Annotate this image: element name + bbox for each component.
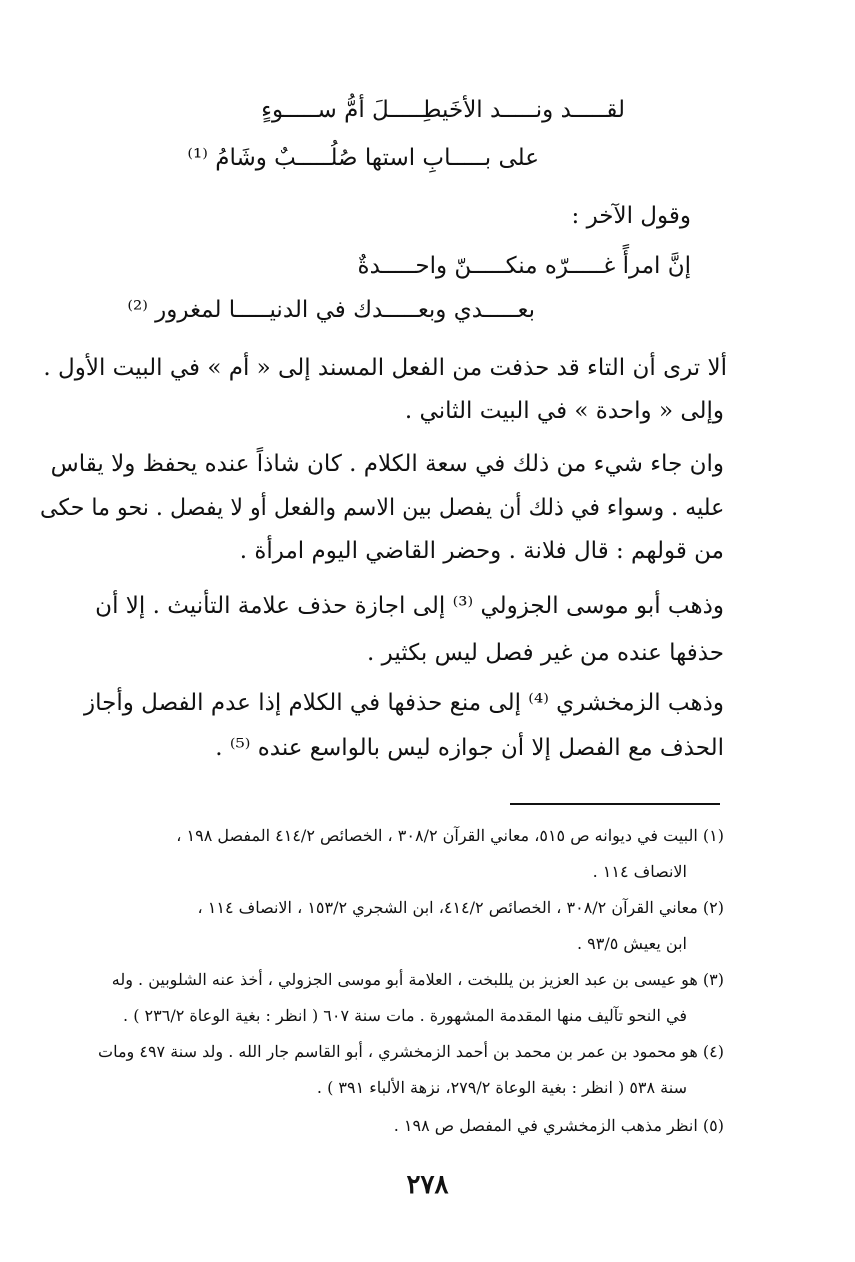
paragraph-2-line-2: عليه . وسواء في ذلك أن يفصل بين الاسم والفعل أو لا يفصل . نحو ما حكى	[39, 495, 724, 521]
paragraph-1-line-2: وإلى « واحدة » في البيت الثاني .	[404, 398, 724, 424]
footnote-2-line-2: ابن يعيش ٩٣/٥ .	[577, 934, 687, 953]
footnote-1-line-2: الانصاف ١١٤ .	[592, 862, 687, 881]
footnote-separator	[510, 803, 720, 805]
footnote-4-line-2: سنة ٥٣٨ ( انظر : بغية الوعاة ٢٧٩/٢، نزهة الألباء ٣٩١ ) .	[316, 1078, 687, 1097]
paragraph-1-line-1: ألا ترى أن التاء قد حذفت من الفعل المسند إلى « أم » في البيت الأول .	[43, 355, 727, 381]
footnote-3-line-1: (٣) هو عيسى بن عبد العزيز بن يللبخت ، العلامة أبو موسى الجزولي ، أخذ عنه الشلوبين . وله	[111, 970, 724, 989]
footnote-2-line-1: (٢) معاني القرآن ٣٠٨/٢ ، الخصائص ٤١٤/٢، ابن الشجري ١٥٣/٢ ، الانصاف ١١٤ ،	[197, 898, 724, 917]
paragraph-3-line-2: حذفها عنده من غير فصل ليس بكثير .	[367, 640, 724, 666]
paragraph-4-line-2: الحذف مع الفصل إلا أن جوازه ليس بالواسع عنده ⁽⁵⁾ .	[215, 735, 724, 761]
page-number: ٢٧٨	[406, 1170, 449, 1200]
footnote-4-line-1: (٤) هو محمود بن عمر بن محمد بن أحمد الزمخشري ، أبو القاسم جار الله . ولد سنة ٤٩٧ ومات	[98, 1042, 724, 1061]
intro-line: وقول الآخر :	[571, 203, 691, 229]
verse2-hemistich2: بعـــــدي وبعـــــدك في الدنيـــــا لمغرور ⁽²⁾	[127, 297, 535, 323]
footnote-1-line-1: (١) البيت في ديوانه ص ٥١٥، معاني القرآن ٣٠٨/٢ ، الخصائص ٤١٤/٢ المفصل ١٩٨ ،	[176, 826, 724, 845]
footnote-5-line-1: (٥) انظر مذهب الزمخشري في المفصل ص ١٩٨ .	[393, 1116, 724, 1135]
verse1-hemistich2: على بـــــابِ استها صُلُـــــبٌ وشَامُ ⁽¹⁾	[187, 145, 539, 171]
paragraph-4-line-1: وذهب الزمخشري ⁽⁴⁾ إلى منع حذفها في الكلام إذا عدم الفصل وأجاز	[84, 690, 724, 716]
verse1-hemistich1: لقـــــد ونـــــد الأخَيطِـــــلَ أمُّ ســـــوءٍ	[261, 97, 625, 123]
paragraph-3-line-1: وذهب أبو موسى الجزولي ⁽³⁾ إلى اجازة حذف علامة التأنيث . إلا أن	[95, 593, 724, 619]
paragraph-2-line-3: من قولهم : قال فلانة . وحضر القاضي اليوم امرأة .	[239, 538, 724, 564]
paragraph-2-line-1: وان جاء شيء من ذلك في سعة الكلام . كان شاذاً عنده يحفظ ولا يقاس	[50, 451, 724, 477]
verse2-hemistich1: إنَّ امرأً غـــــرّه منكـــــنّ واحـــــدةٌ	[357, 253, 691, 279]
footnote-3-line-2: في النحو تآليف منها المقدمة المشهورة . مات سنة ٦٠٧ ( انظر : بغية الوعاة ٢٣٦/٢ ) .	[123, 1006, 687, 1025]
